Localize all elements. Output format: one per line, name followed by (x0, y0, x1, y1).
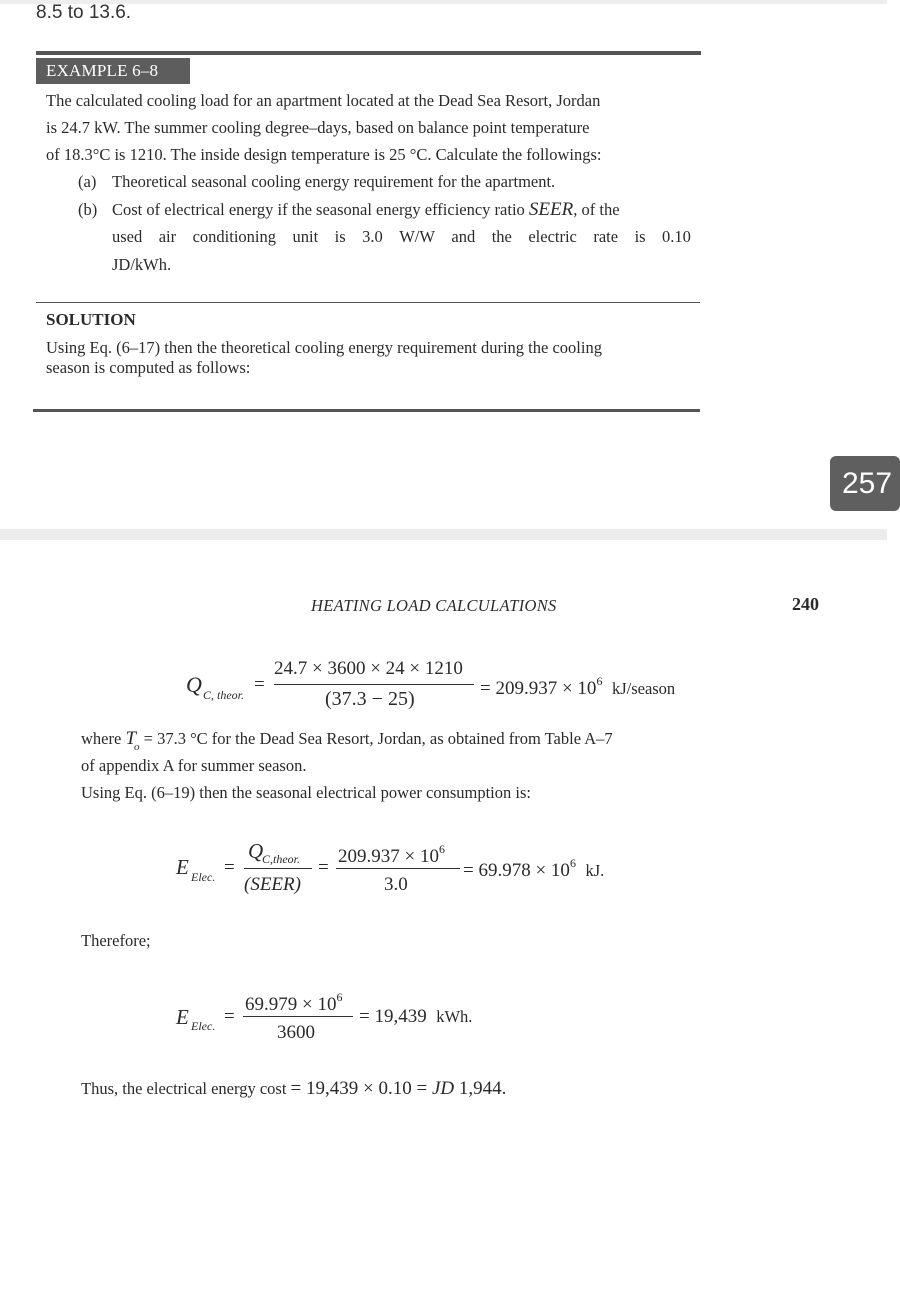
page-1 (0, 0, 893, 529)
page-number: 240 (792, 594, 819, 614)
eq1-result (480, 674, 675, 700)
eq3-num-value: 69.979 × 10 (245, 994, 337, 1015)
eq3-equals: = (224, 1006, 235, 1027)
eq2-numerator-subscript: C,theor. (262, 852, 301, 866)
eq2-num2-exponent: 6 (438, 842, 445, 856)
eq2-fraction-bar-2 (336, 868, 460, 869)
solution-line: season is computed as follows: (46, 358, 251, 377)
example-label: EXAMPLE 6–8 (36, 58, 190, 84)
example-rule (36, 51, 701, 55)
eq3-num-exponent: 6 (336, 990, 343, 1004)
solution-line: Using Eq. (6–17) then the theoretical cooling energy requirement during the cooling (46, 338, 602, 357)
solution-title: SOLUTION (46, 310, 136, 329)
thus-pre: Thus, the electrical energy cost (81, 1079, 291, 1098)
eq1-result-value: = 209.937 × 10 (480, 678, 597, 699)
problem-line: The calculated cooling load for an apartment located at the Dead Sea Resort, Jordan (46, 91, 601, 110)
eq2-lhs-symbol: E (176, 855, 189, 879)
eq2-unit: kJ. (585, 861, 605, 880)
thus-expression: = 19,439 × 0.10 = (290, 1078, 432, 1099)
eq3-numerator (245, 990, 342, 1016)
item-b-marker: (b) (78, 200, 98, 219)
cost-conclusion (81, 1078, 506, 1100)
where-post: = 37.3 °C for the Dead Sea Resort, Jordan, as obtained from Table A–7 (139, 729, 613, 748)
eq2-fraction-bar-1 (244, 868, 312, 869)
top-edge (0, 0, 887, 4)
eq3-unit: kWh. (436, 1007, 473, 1026)
item-b-text-end: JD/kWh. (112, 255, 172, 274)
word: the (491, 227, 512, 246)
eq3-lhs-subscript: Elec. (191, 1019, 216, 1033)
t-symbol: T (125, 728, 137, 749)
problem-line: of 18.3°C is 1210. The inside design temperature is 25 °C. Calculate the followings: (46, 145, 602, 164)
page-divider (0, 529, 887, 540)
where-line-2: of appendix A for summer season. (81, 756, 307, 775)
solution-rule (36, 302, 700, 303)
previous-page-text: 8.5 to 13.6. (36, 2, 132, 23)
word: 0.10 (662, 227, 691, 246)
eq1-result-exponent: 6 (596, 674, 603, 688)
word: W/W (399, 227, 435, 246)
t-subscript: o (134, 741, 140, 753)
example-bottom-rule (33, 409, 700, 412)
page-number-badge[interactable]: 257 (830, 456, 900, 511)
item-a-marker: (a) (78, 172, 97, 191)
eq3-result-value: = 19,439 (359, 1006, 427, 1027)
eq3-lhs-symbol: E (176, 1005, 189, 1029)
thus-period: . (501, 1078, 507, 1099)
eq3-fraction-bar (243, 1016, 353, 1017)
word: is (634, 227, 646, 246)
eq2-numerator-symbol: Q (248, 839, 264, 863)
item-b-justified-line (112, 223, 691, 250)
eq3-result (359, 1006, 472, 1028)
eq2-denominator-seer: (SEER) (244, 874, 301, 895)
eq2-result-exponent: 6 (569, 856, 576, 870)
word: 3.0 (362, 227, 383, 246)
eq1-denominator: (37.3 − 25) (325, 688, 415, 710)
eq2-result (463, 856, 604, 882)
eq2-numerator-value (338, 842, 445, 868)
eq2-equals: = (224, 857, 235, 878)
word: and (451, 227, 476, 246)
eq3-denominator: 3600 (277, 1022, 315, 1043)
item-a-text: Theoretical seasonal cooling energy requirement for the apartment. (112, 172, 556, 191)
eq2-equals-2: = (318, 857, 329, 878)
eq2-result-value: = 69.978 × 10 (463, 860, 570, 881)
seer-symbol: SEER (528, 199, 574, 220)
word: electric (528, 227, 577, 246)
eq1-equals: = (254, 674, 265, 695)
eq2-denominator-value: 3.0 (384, 874, 408, 895)
eq1-numerator: 24.7 × 3600 × 24 × 1210 (274, 658, 463, 679)
eq2-lhs-subscript: Elec. (191, 870, 216, 884)
item-b-text-post: , of the (573, 200, 620, 219)
word: conditioning (192, 227, 277, 246)
eq2-num2-value: 209.937 × 10 (338, 846, 439, 867)
problem-line: is 24.7 kW. The summer cooling degree–days, based on balance point temperature (46, 118, 590, 137)
where-pre: where (81, 729, 126, 748)
word: rate (593, 227, 619, 246)
eq1-lhs-subscript: C, theor. (203, 688, 245, 702)
using-line: Using Eq. (6–19) then the seasonal electrical power consumption is: (81, 783, 531, 802)
therefore-text: Therefore; (81, 931, 151, 950)
eq1-fraction-bar (274, 684, 474, 685)
word: air (158, 227, 177, 246)
eq1-lhs-symbol: Q (186, 672, 202, 697)
word: is (334, 227, 346, 246)
word: used (112, 227, 143, 246)
eq1-unit: kJ/season (611, 679, 676, 698)
item-b-text-pre: Cost of electrical energy if the seasonal energy efficiency ratio (112, 200, 529, 219)
item-b-text (112, 196, 620, 223)
thus-value: 1,944 (454, 1078, 502, 1099)
running-header: HEATING LOAD CALCULATIONS (311, 596, 557, 615)
thus-currency: JD (431, 1078, 455, 1099)
word: unit (292, 227, 319, 246)
